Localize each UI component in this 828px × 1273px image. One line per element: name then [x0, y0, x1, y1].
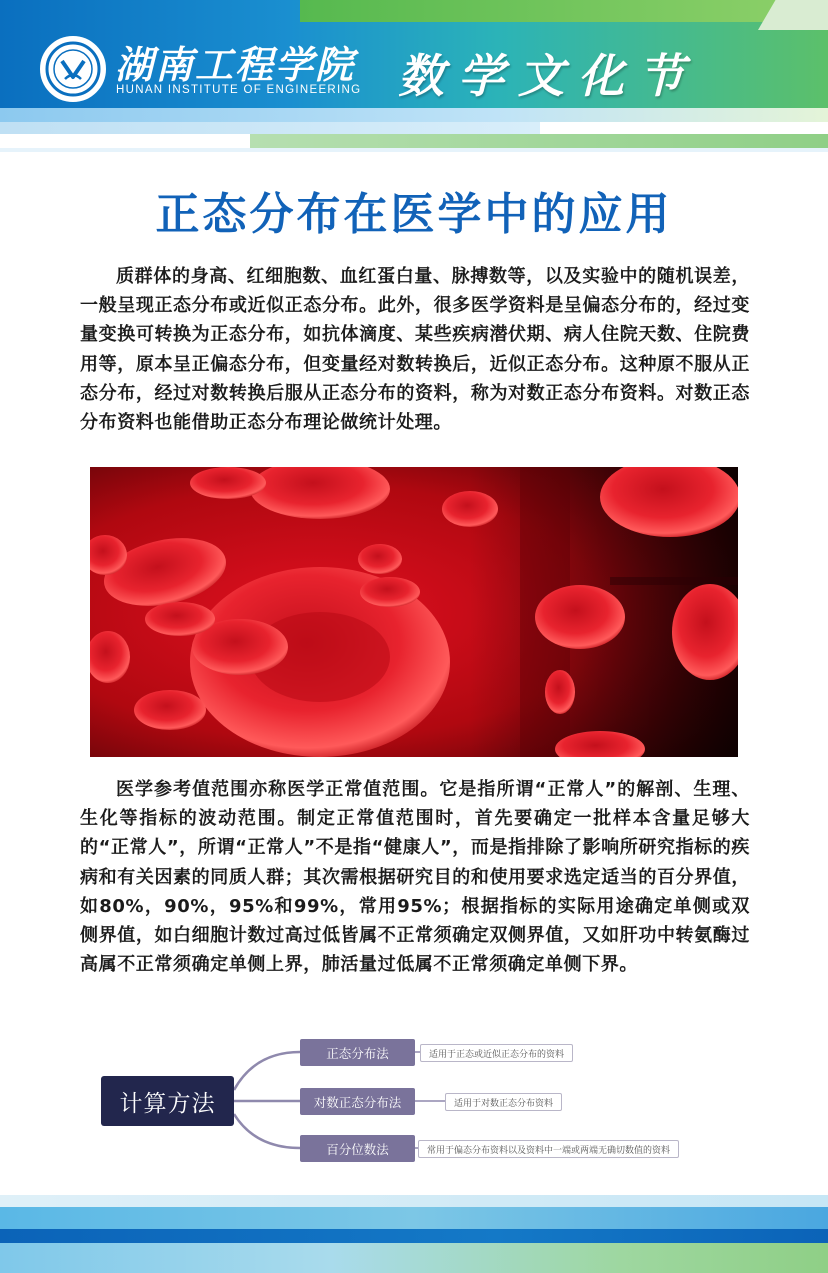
header-stripe [0, 108, 828, 122]
mindmap-root: 计算方法 [101, 1076, 234, 1126]
reference-range-paragraph: 医学参考值范围亦称医学正常值范围。它是指所谓“正常人”的解剖、生理、生化等指标的波动范围。制定正常值范围时，首先要确定一批样本含量足够大的“正常人”，所谓“正常人”不是指“健康人”，而是指排除了影响所研究指标的疾病和有关因素的同质人群；其次需根据研究目的和使用要求选定适当的百分界值，如80%，90%，95%和99%，常用95%；根据指标的实际用途确定单侧或双侧界值，如白细胞计数过高过低皆属不正常须确定双侧界值，又如肝功中转氨酶过高属不正常须确定单侧上界，肺活量过低属不正常须确定单侧下界。 [80, 779, 750, 976]
mindmap-node-lognormal: 对数正态分布法 [300, 1088, 415, 1115]
footer-stripe [0, 1195, 828, 1207]
school-name-chinese: 湖南工程学院 [115, 42, 356, 87]
header-green-band [300, 0, 828, 22]
mindmap-note-normal: 适用于正态或近似正态分布的资料 [420, 1044, 573, 1062]
footer-stripe [0, 1243, 828, 1273]
school-emblem-icon [40, 36, 106, 102]
mindmap-note-percentile: 常用于偏态分布资料以及资料中一端或两端无确切数值的资料 [418, 1140, 679, 1158]
footer-stripe [0, 1207, 828, 1229]
festival-title: 数学文化节 [398, 49, 698, 103]
mindmap-note-lognormal: 适用于对数正态分布资料 [445, 1093, 562, 1111]
poster-title: 正态分布在医学中的应用 [155, 189, 673, 240]
school-name-english: HUNAN INSTITUTE OF ENGINEERING [116, 84, 362, 96]
header-stripe [0, 148, 828, 152]
intro-paragraph: 质群体的身高、红细胞数、血红蛋白量、脉搏数等，以及实验中的随机误差，一般呈现正态分布或近似正态分布。此外，很多医学资料是呈偏态分布的，经过变量变换可转换为正态分布，如抗体滴度、某些疾病潜伏期、病人住院天数、住院费用等，原本呈正偏态分布，但变量经对数转换后，近似正态分布。这种原不服从正态分布，经过对数转换后服从正态分布的资料，称为对数正态分布资料。对数正态分布资料也能借助正态分布理论做统计处理。 [80, 266, 750, 434]
header-stripe [250, 134, 828, 148]
footer-stripe [0, 1229, 828, 1243]
poster-header [0, 0, 828, 160]
header-stripe [0, 122, 540, 134]
mindmap-node-percentile: 百分位数法 [300, 1135, 415, 1162]
poster-footer [0, 1195, 828, 1273]
red-blood-cells-image [90, 467, 738, 757]
mindmap-node-normal: 正态分布法 [300, 1039, 415, 1066]
calculation-methods-mindmap [0, 1030, 828, 1180]
